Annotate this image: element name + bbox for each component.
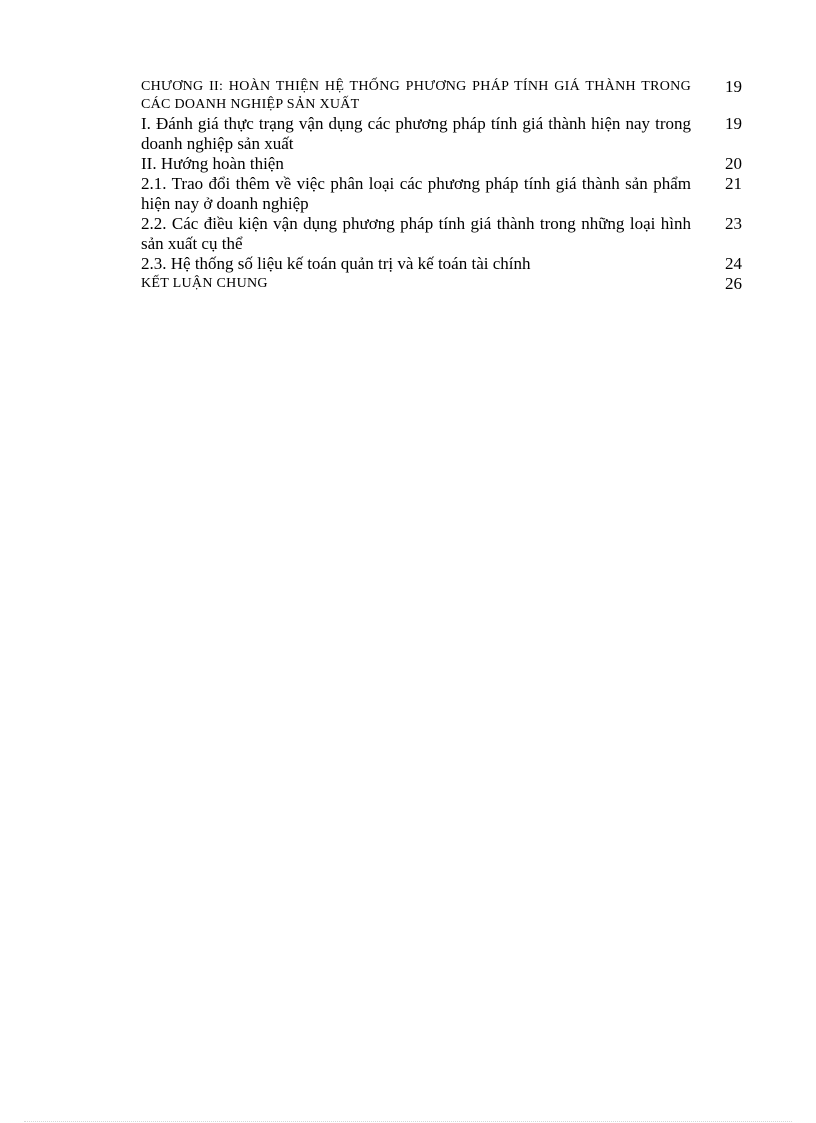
toc-entry-title: II. Hướng hoàn thiện [141, 154, 284, 173]
page-bottom-divider [24, 1121, 792, 1122]
toc-entry-title: 2.2. Các điều kiện vận dụng phương pháp tính giá thành trong những loại hình sản xuất cụ thể [141, 214, 691, 253]
toc-entry-section-1[interactable] [141, 114, 742, 154]
toc-entry-page-number: 24 [725, 254, 742, 273]
toc-entry-page-number: 21 [725, 174, 742, 193]
toc-entry-title: CHƯƠNG II: HOÀN THIỆN HỆ THỐNG PHƯƠNG PHÁP TÍNH GIÁ THÀNH TRONG CÁC DOANH NGHIỆP SẢN XUẤT [141, 79, 691, 112]
toc-entry-page-number: 20 [725, 154, 742, 173]
table-of-contents [141, 77, 742, 294]
toc-entry-conclusion[interactable] [141, 274, 742, 294]
toc-entry-subsection-2-1[interactable] [141, 174, 742, 214]
toc-entry-page-number: 19 [725, 77, 742, 96]
toc-entry-title: 2.3. Hệ thống số liệu kế toán quản trị và kế toán tài chính [141, 254, 531, 273]
toc-entry-page-number: 26 [725, 274, 742, 293]
toc-entry-page-number: 23 [725, 214, 742, 233]
toc-entry-section-2[interactable] [141, 154, 742, 174]
toc-entry-title: KẾT LUẬN CHUNG [141, 276, 268, 291]
toc-entry-title: I. Đánh giá thực trạng vận dụng các phương pháp tính giá thành hiện nay trong doanh nghiệp sản xuất [141, 114, 691, 153]
toc-entry-title: 2.1. Trao đổi thêm về việc phân loại các phương pháp tính giá thành sản phẩm hiện nay ở doanh nghiệp [141, 174, 691, 213]
toc-entry-subsection-2-2[interactable] [141, 214, 742, 254]
toc-entry-chapter-2[interactable] [141, 77, 742, 114]
toc-entry-page-number: 19 [725, 114, 742, 133]
toc-entry-subsection-2-3[interactable] [141, 254, 742, 274]
